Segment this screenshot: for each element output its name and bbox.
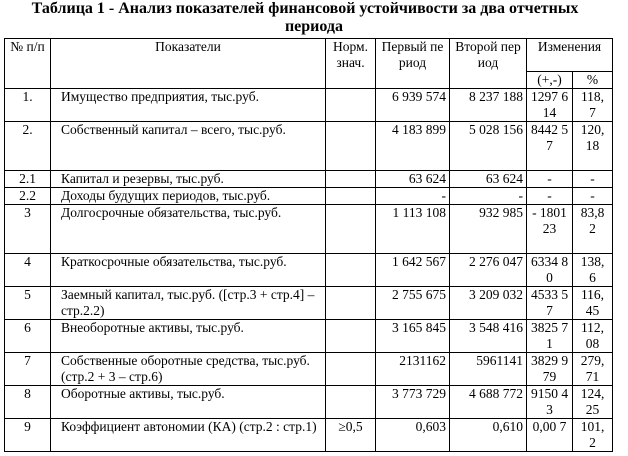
row-number: 5 [5,287,51,320]
row-norm [326,205,376,254]
financial-stability-table [4,38,613,452]
row-change-abs: 3829 979 [527,353,573,386]
row-norm [326,386,376,419]
row-change-pct: - [573,188,613,205]
row-change-pct: 83,8 2 [573,205,613,254]
row-norm [326,353,376,386]
table-row [5,353,613,386]
table-row [5,287,613,320]
row-norm [326,254,376,287]
row-first-period: 63 624 [376,171,450,188]
header-pct: % [573,72,613,89]
row-number: 9 [5,419,51,452]
row-number: 8 [5,386,51,419]
row-change-abs: 8442 57 [527,122,573,171]
caption-line-2: периода [284,18,344,35]
row-second-period: 63 624 [450,171,527,188]
row-change-abs: - [527,171,573,188]
header-changes: Изменения [527,39,613,72]
row-change-pct: 116, 45 [573,287,613,320]
table-row [5,188,613,205]
row-indicator: Оборотные активы, тыс.руб. [51,386,326,419]
row-first-period: 1 642 567 [376,254,450,287]
row-second-period: 5961141 [450,353,527,386]
row-change-pct: 138, 6 [573,254,613,287]
header-abs: (+,-) [527,72,573,89]
row-second-period: 3 209 032 [450,287,527,320]
row-change-abs: 0,00 7 [527,419,573,452]
row-number: 2.1 [5,171,51,188]
row-second-period: - [450,188,527,205]
row-norm [326,287,376,320]
table-row [5,320,613,353]
row-indicator: Заемный капитал, тыс.руб. ([стр.3 + стр.4] – стр.2.2) [51,287,326,320]
row-indicator: Собственные оборотные средства, тыс.руб. (стр.2 + 3 – стр.6) [51,353,326,386]
row-first-period: 3 165 845 [376,320,450,353]
row-change-abs: - [527,188,573,205]
row-second-period: 2 276 047 [450,254,527,287]
row-number: 3 [5,205,51,254]
header-norm: Норм. знач. [326,39,376,89]
row-first-period: 0,603 [376,419,450,452]
table-row [5,419,613,452]
row-first-period: - [376,188,450,205]
row-change-abs: 9150 43 [527,386,573,419]
row-change-abs: 3825 71 [527,320,573,353]
row-second-period: 0,610 [450,419,527,452]
table-row [5,205,613,254]
row-first-period: 1 113 108 [376,205,450,254]
row-norm [326,188,376,205]
table-row [5,171,613,188]
row-change-abs: 6334 80 [527,254,573,287]
row-norm [326,320,376,353]
row-change-abs: - 1801 23 [527,205,573,254]
caption-line-1: Таблица 1 - Анализ показателей финансовой устойчивости за два отчетных [31,0,579,17]
row-change-abs: 4533 57 [527,287,573,320]
row-change-pct: 124, 25 [573,386,613,419]
row-number: 6 [5,320,51,353]
row-norm [326,89,376,122]
row-second-period: 932 985 [450,205,527,254]
row-number: 7 [5,353,51,386]
header-row [5,39,613,72]
row-change-pct: 118, 7 [573,89,613,122]
row-number: 1. [5,89,51,122]
row-norm [326,171,376,188]
row-change-pct: 112, 08 [573,320,613,353]
row-number: 2.2 [5,188,51,205]
header-indicator: Показатели [51,39,326,89]
row-first-period: 2131162 [376,353,450,386]
row-change-pct: 279, 71 [573,353,613,386]
row-first-period: 2 755 675 [376,287,450,320]
header-first-period: Первый период [376,39,450,89]
row-indicator: Собственный капитал – всего, тыс.руб. [51,122,326,171]
table-row [5,122,613,171]
header-second-period: Второй период [450,39,527,89]
row-indicator: Доходы будущих периодов, тыс.руб. [51,188,326,205]
row-first-period: 3 773 729 [376,386,450,419]
row-change-pct: - [573,171,613,188]
row-indicator: Краткосрочные обязательства, тыс.руб. [51,254,326,287]
table-body [5,89,613,452]
row-indicator: Долгосрочные обязательства, тыс.руб. [51,205,326,254]
row-norm: ≥0,5 [326,419,376,452]
row-norm [326,122,376,171]
row-change-abs: 1297 614 [527,89,573,122]
row-second-period: 4 688 772 [450,386,527,419]
row-number: 4 [5,254,51,287]
row-second-period: 3 548 416 [450,320,527,353]
row-indicator: Имущество предприятия, тыс.руб. [51,89,326,122]
row-indicator: Коэффициент автономии (КА) (стр.2 : стр.1) [51,419,326,452]
row-change-pct: 101, 2 [573,419,613,452]
table-row [5,254,613,287]
table-row [5,89,613,122]
row-indicator: Капитал и резервы, тыс.руб. [51,171,326,188]
row-second-period: 8 237 188 [450,89,527,122]
table-caption [0,0,628,36]
header-num: № п/п [5,39,51,89]
row-change-pct: 120, 18 [573,122,613,171]
row-indicator: Внеоборотные активы, тыс.руб. [51,320,326,353]
row-second-period: 5 028 156 [450,122,527,171]
row-number: 2. [5,122,51,171]
row-first-period: 4 183 899 [376,122,450,171]
table-row [5,386,613,419]
row-first-period: 6 939 574 [376,89,450,122]
